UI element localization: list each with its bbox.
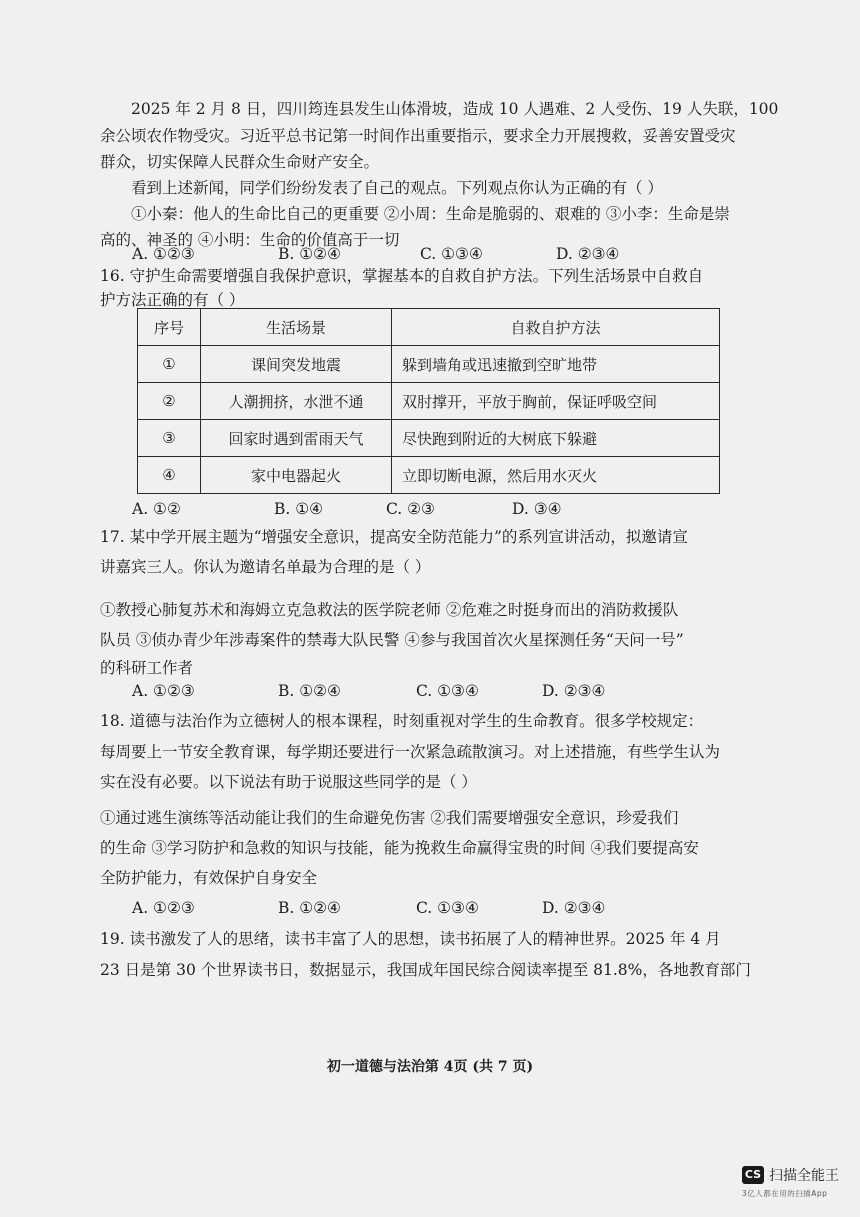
q15-statement-line-2: 高的、神圣的 ④小明：生命的价值高于一切 [100,231,400,249]
table-cell: ② [138,383,201,420]
table-header: 自救自护方法 [392,309,720,346]
q18-option-c[interactable]: C. ①③④ [416,899,479,917]
q15-question: 看到上述新闻，同学们纷纷发表了自己的观点。下列观点你认为正确的有（ ） [131,179,663,197]
q16-stem-line-1: 16. 守护生命需要增强自我保护意识，掌握基本的自救自护方法。下列生活场景中自救自 [100,267,704,285]
table-row [138,420,720,457]
q16-option-b[interactable]: B. ①④ [274,500,324,518]
q17-stem-line-1: 17. 某中学开展主题为“增强安全意识，提高安全防范能力”的系列宣讲活动，拟邀请宣 [100,528,688,546]
q16-stem-line-2: 护方法正确的有（ ） [100,291,245,309]
q18-statement-line-3: 全防护能力，有效保护自身安全 [100,869,318,887]
q15-intro-line-3: 群众，切实保障人民群众生命财产安全。 [100,153,380,171]
watermark-tagline: 3亿人都在用的扫描App [742,1189,828,1198]
q18-stem-line-1: 18. 道德与法治作为立德树人的根本课程，时刻重视对学生的生命教育。很多学校规定： [100,712,704,730]
q18-statement-line-1: ①通过逃生演练等活动能让我们的生命避免伤害 ②我们需要增强安全意识，珍爱我们 [100,809,679,827]
q17-stem-line-2: 讲嘉宾三人。你认为邀请名单最为合理的是（ ） [100,558,431,576]
q16-option-d[interactable]: D. ③④ [512,500,562,518]
q18-stem-line-2: 每周要上一节安全教育课，每学期还要进行一次紧急疏散演习。对上述措施，有些学生认为 [100,743,721,761]
q15-option-d[interactable]: D. ②③④ [556,245,620,263]
table-cell: 立即切断电源，然后用水灭火 [392,457,720,494]
q17-statement-line-1: ①教授心肺复苏术和海姆立克急救法的医学院老师 ②危难之时挺身而出的消防救援队 [100,601,679,619]
q15-intro-line-2: 余公顷农作物受灾。习近平总书记第一时间作出重要指示，要求全力开展搜救，妥善安置受灾 [100,127,736,145]
table-cell: 人潮拥挤，水泄不通 [201,383,392,420]
table-cell: 尽快跑到附近的大树底下躲避 [392,420,720,457]
watermark-name: 扫描全能王 [769,1168,839,1184]
q17-statement-line-3: 的科研工作者 [100,659,194,677]
table-row [138,457,720,494]
q16-option-c[interactable]: C. ②③ [386,500,435,518]
q18-stem-line-3: 实在没有必要。以下说法有助于说服这些同学的是（ ） [100,773,477,791]
table-cell: ④ [138,457,201,494]
table-cell: 家中电器起火 [201,457,392,494]
q17-option-a[interactable]: A. ①②③ [132,682,195,700]
q18-option-b[interactable]: B. ①②④ [278,899,341,917]
q19-stem-line-2: 23 日是第 30 个世界读书日，数据显示，我国成年国民综合阅读率提至 81.8%，各地教育部门 [100,961,751,979]
q17-statement-line-2: 队员 ③侦办青少年涉毒案件的禁毒大队民警 ④参与我国首次火星探测任务“天问一号” [100,631,684,649]
table-cell: ① [138,346,201,383]
table-cell: 躲到墙角或迅速撤到空旷地带 [392,346,720,383]
q15-statement-line-1: ①小秦：他人的生命比自己的更重要 ②小周：生命是脆弱的、艰难的 ③小李：生命是崇 [131,205,730,223]
table-cell: 课间突发地震 [201,346,392,383]
table-header: 生活场景 [201,309,392,346]
table-header-row [138,309,720,346]
q15-option-b[interactable]: B. ①②④ [278,245,341,263]
table-cell: 双肘撑开，平放于胸前，保证呼吸空间 [392,383,720,420]
q16-option-a[interactable]: A. ①② [132,500,181,518]
q18-statement-line-2: 的生命 ③学习防护和急救的知识与技能，能为挽救生命赢得宝贵的时间 ④我们要提高安 [100,839,699,857]
q15-option-c[interactable]: C. ①③④ [420,245,483,263]
table-row [138,346,720,383]
q17-option-b[interactable]: B. ①②④ [278,682,341,700]
q16-table [137,308,720,494]
camscanner-logo-icon: CS [742,1166,764,1184]
q15-option-a[interactable]: A. ①②③ [132,245,195,263]
q18-option-d[interactable]: D. ②③④ [542,899,606,917]
q15-intro-line-1: 2025 年 2 月 8 日，四川筠连县发生山体滑坡，造成 10 人遇难、2 人受伤、19 人失联，100 [131,100,779,118]
q19-stem-line-1: 19. 读书激发了人的思绪，读书丰富了人的思想，读书拓展了人的精神世界。2025 年 4 月 [100,930,721,948]
q17-option-c[interactable]: C. ①③④ [416,682,479,700]
page-footer: 初一道德与法治第 4页 (共 7 页) [326,1059,534,1075]
table-cell: ③ [138,420,201,457]
table-row [138,383,720,420]
table-header: 序号 [138,309,201,346]
table-cell: 回家时遇到雷雨天气 [201,420,392,457]
q17-option-d[interactable]: D. ②③④ [542,682,606,700]
q18-option-a[interactable]: A. ①②③ [132,899,195,917]
